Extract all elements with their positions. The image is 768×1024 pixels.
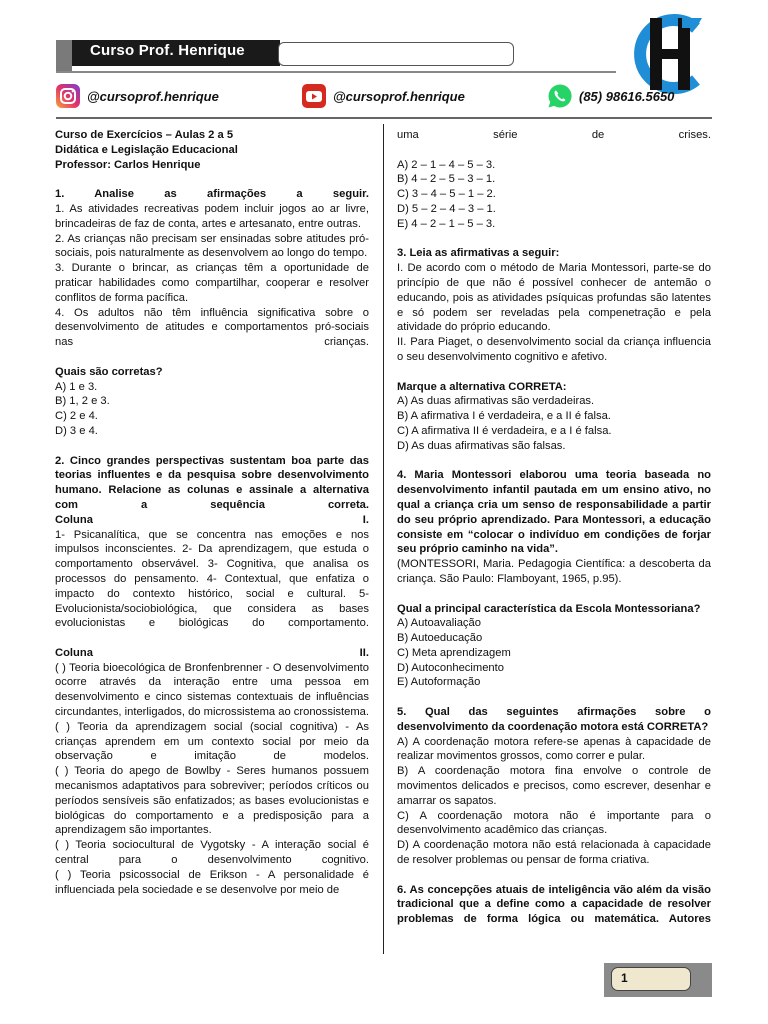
paragraph-gap: [397, 232, 711, 247]
paragraph: uma série de crises.: [397, 129, 711, 141]
paragraph: 4. Maria Montessori elaborou uma teoria baseada no desenvolvimento infantil pautada em um ensino ativo, no qual a criança cria um senso de responsabilidade a partir do seu próprio aprendizado. Para Montessori, a educação consiste em “colocar o indivíduo em condições de forjar seu próprio caminho na vida”.: [397, 469, 711, 556]
paragraph: ( ) Teoria psicossocial de Erikson - A personalidade é influenciada pela sociedade e se desenvolve por meio de: [55, 868, 369, 896]
paragraph-gap: [55, 172, 369, 187]
paragraph-gap: [397, 454, 711, 469]
whatsapp-contact[interactable]: [547, 83, 674, 109]
whatsapp-icon: [547, 83, 573, 109]
paragraph: Coluna II.: [55, 646, 369, 659]
instagram-icon: [55, 83, 81, 109]
paragraph: 3. Leia as afirmativas a seguir:: [397, 247, 560, 260]
paragraph: A) 1 e 3.: [55, 380, 98, 393]
paragraph-gap: [397, 365, 711, 380]
paragraph: D) 5 – 2 – 4 – 3 – 1.: [397, 202, 496, 215]
paragraph-gap: [397, 587, 711, 602]
paragraph: D) Autoconhecimento: [397, 661, 504, 674]
paragraph: D) As duas afirmativas são falsas.: [397, 439, 566, 452]
paragraph: 5. Qual das seguintes afirmações sobre o desenvolvimento da coordenação motora está CORRETA?: [397, 706, 711, 733]
paragraph: II. Para Piaget, o desenvolvimento social da criança influencia o seu desenvolvimento cognitivo e afetivo.: [397, 336, 711, 363]
paragraph: A) As duas afirmativas são verdadeiras.: [397, 395, 595, 408]
paragraph: 1. Analise as afirmações a seguir.: [55, 188, 369, 201]
paragraph: ( ) Teoria bioecológica de Bronfenbrenner - O desenvolvimento ocorre através da interação entre uma pessoa em desenvolvimento e cinco sistemas contextuais de influências circundantes, interligados, do microssistema ao cronossistema.: [55, 661, 370, 719]
paragraph: (MONTESSORI, Maria. Pedagogia Científica: a descoberta da criança. São Paulo: Flamboyant, 1965, p.95).: [397, 558, 711, 585]
paragraph: D) A coordenação motora não está relacionada à capacidade de resolver problemas ou pensar de forma criativa.: [397, 839, 711, 867]
youtube-contact[interactable]: [301, 83, 465, 109]
paragraph: B) A afirmativa I é verdadeira, e a II é falsa.: [397, 410, 611, 423]
whatsapp-number: (85) 98616.5650: [579, 88, 675, 104]
youtube-icon: [301, 83, 327, 109]
header-accent: [56, 40, 72, 72]
paragraph: 3. Durante o brincar, as crianças têm a oportunidade de praticar habilidades como compartilhar, cooperar e resolver conflitos de forma pacífica.: [55, 262, 369, 304]
paragraph: 2. Cinco grandes perspectivas sustentam boa parte das teorias influentes e da pesquisa sobre desenvolvimento humano. Relacione as colunas e assinale a alternativa com a sequência correta.: [55, 454, 369, 511]
paragraph: E) Autoformação: [397, 676, 481, 689]
instagram-contact[interactable]: [55, 83, 219, 109]
paragraph: Curso de Exercícios – Aulas 2 a 5: [55, 129, 234, 141]
paragraph: 6. As concepções atuais de inteligência vão além da visão tradicional que a define como a capacidade de resolver problemas de forma lógica ou matemática. Autores: [397, 883, 711, 926]
paragraph: A) Autoavaliação: [397, 617, 481, 630]
paragraph: Didática e Legislação Educacional: [55, 143, 238, 156]
paragraph: C) A coordenação motora não é importante para o desenvolvimento acadêmico das crianças.: [397, 809, 711, 837]
paragraph: C) 2 e 4.: [55, 410, 98, 423]
paragraph-gap: [55, 439, 369, 454]
paragraph: 2. As crianças não precisam ser ensinadas sobre atitudes pró-sociais, pois naturalmente as desenvolvem ao longo do tempo.: [55, 232, 369, 260]
paragraph: B) 4 – 2 – 5 – 3 – 1.: [397, 173, 496, 186]
paragraph-gap: [397, 868, 711, 883]
paragraph: C) Meta aprendizagem: [397, 646, 511, 659]
paragraph: A) A coordenação motora refere-se apenas à capacidade de realizar movimentos grossos, como correr e pular.: [397, 735, 711, 763]
right-column: [397, 128, 711, 927]
paragraph: 1. As atividades recreativas podem incluir jogos ao ar livre, brincadeiras de faz de conta, artes e artesanato, entre outras.: [55, 202, 369, 230]
paragraph: C) A afirmativa II é verdadeira, e a I é falsa.: [397, 424, 612, 437]
paragraph: ( ) Teoria sociocultural de Vygotsky - A interação social é central para o desenvolvimento cognitivo.: [55, 839, 369, 867]
youtube-handle: @cursoprof.henrique: [333, 88, 465, 104]
paragraph: 1- Psicanalítica, que se concentra nas emoções e nos impulsos inconscientes. 2- Da aprendizagem, que estuda o comportamento observável. 3- Cognitiva, que analisa os processos do pensamento. 4- Contextual, que enfatiza o impacto do contexto histórico, social e cultural. 5- Evolucionista/sociobiológica, que considera as bases evolucionistas e biológicas do comportamento.: [55, 528, 369, 630]
header-empty-box: [278, 42, 514, 66]
paragraph-gap: [55, 350, 369, 365]
paragraph: Coluna I.: [55, 513, 369, 526]
instagram-handle: @cursoprof.henrique: [87, 88, 219, 104]
left-column: [55, 128, 369, 897]
paragraph: A) 2 – 1 – 4 – 5 – 3.: [397, 158, 496, 171]
paragraph: B) A coordenação motora fina envolve o controle de movimentos delicados e precisos, como escrever, desenhar e amarrar os sapatos.: [397, 765, 711, 807]
header-bottom-rule: [56, 117, 712, 119]
column-divider: [383, 124, 384, 954]
paragraph: E) 4 – 2 – 1 – 5 – 3.: [397, 217, 496, 230]
paragraph: Quais são corretas?: [55, 365, 163, 378]
paragraph-gap: [397, 143, 711, 158]
course-title: Curso Prof. Henrique: [90, 42, 245, 59]
page-number: 1: [621, 971, 628, 985]
paragraph: 4. Os adultos não têm influência significativa sobre o desenvolvimento de atitudes e comportamentos pró-sociais nas crianças.: [55, 306, 369, 349]
paragraph-gap: [397, 690, 711, 705]
paragraph: Professor: Carlos Henrique: [55, 158, 201, 171]
paragraph: I. De acordo com o método de Maria Montessori, parte-se do princípio de que não é possível conhecer de antemão o educando, pois as atividades psíquicas profundas são latentes e só podem ser reveladas pela compenetração e pela atividade do próprio educando.: [397, 262, 711, 334]
paragraph: Qual a principal característica da Escola Montessoriana?: [397, 602, 701, 615]
paragraph: D) 3 e 4.: [55, 424, 98, 437]
paragraph: C) 3 – 4 – 5 – 1 – 2.: [397, 188, 496, 201]
paragraph: Marque a alternativa CORRETA:: [397, 380, 567, 393]
paragraph: ( ) Teoria do apego de Bowlby - Seres humanos possuem mecanismos adaptativos para sobreviver; períodos críticos ou períodos sensíveis são enfatizados; as bases evolucionistas e biológicas do comportamento e a predisposição para a aprendizagem são importantes.: [55, 765, 369, 837]
header-rule: [56, 71, 616, 73]
paragraph: ( ) Teoria da aprendizagem social (social cognitiva) - As crianças aprendem em um contexto social por meio da observação e imitação de modelos.: [55, 720, 369, 763]
paragraph: B) Autoeducação: [397, 632, 483, 645]
paragraph-gap: [55, 631, 369, 646]
paragraph: B) 1, 2 e 3.: [55, 395, 110, 408]
